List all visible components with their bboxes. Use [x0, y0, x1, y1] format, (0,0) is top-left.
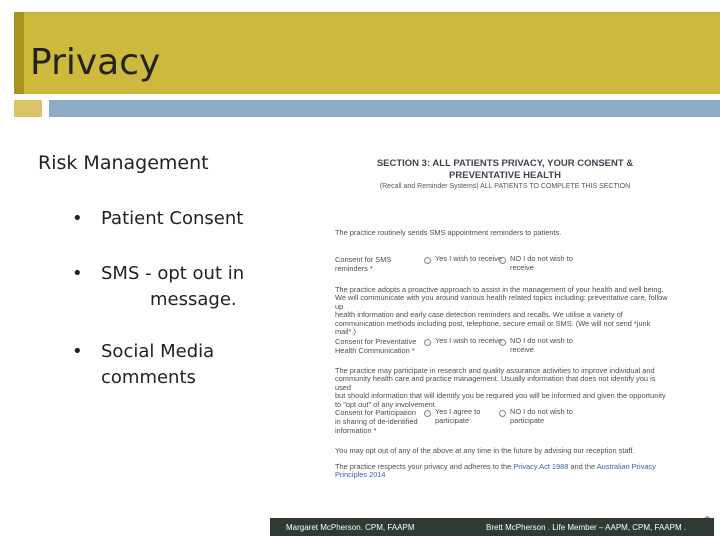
option-line: NO I do not wish to	[510, 336, 573, 345]
label-line: Consent for Preventative	[335, 337, 417, 346]
option-line: participate	[435, 416, 470, 425]
option-line: receive	[510, 345, 534, 354]
privacy-note	[335, 463, 671, 480]
option-line: NO I do not wish to	[510, 407, 573, 416]
title-band-inner	[24, 12, 720, 94]
para-line: mail*.)	[335, 327, 356, 337]
sms-no-label	[510, 254, 573, 272]
preventive-consent-label	[335, 337, 416, 355]
slide-title: Privacy	[30, 42, 161, 83]
research-no-radio[interactable]	[499, 410, 506, 417]
option-line: participate	[510, 416, 545, 425]
label-line: information *	[335, 426, 377, 435]
sms-consent-label	[335, 255, 391, 273]
form-heading-line-1: SECTION 3: ALL PATIENTS PRIVACY, YOUR CONSENT &	[376, 158, 634, 169]
bullet-social-media	[72, 339, 332, 391]
label-line: in sharing of de-identified	[335, 417, 418, 426]
research-paragraph	[335, 367, 671, 409]
research-no-label	[510, 407, 573, 425]
research-yes-label	[435, 407, 480, 425]
option-line: Yes I agree to	[435, 407, 481, 416]
para-line: health information and early case detection reminders and recalls. We utilise a variety of	[335, 310, 623, 320]
preventive-yes-radio[interactable]	[424, 339, 431, 346]
footer-author-left: Margaret McPherson. CPM, FAAPM	[286, 523, 415, 532]
para-line: We will communicate with you around various health related topics including: preventative care, follow up	[335, 293, 668, 311]
preventive-no-radio[interactable]	[499, 339, 506, 346]
privacy-act-link[interactable]: Privacy Act 1988	[513, 462, 569, 471]
research-consent-label	[335, 408, 418, 435]
consent-form-image	[333, 158, 677, 484]
bullet-sms-opt-out	[72, 261, 332, 313]
bullet-text: SMS - opt out in	[101, 263, 245, 284]
slide-subtitle: Risk Management	[38, 152, 209, 174]
para-line: but should information that will identify you be required you will be informed and given the opportunity	[335, 391, 666, 401]
research-yes-radio[interactable]	[424, 410, 431, 417]
australian-privacy-link-continued[interactable]: Principles 2014	[335, 470, 386, 480]
preventive-yes-label: Yes I wish to receive	[435, 336, 503, 345]
bullet-patient-consent	[72, 206, 332, 232]
form-heading-line-2: PREVENTATIVE HEALTH	[449, 170, 561, 181]
sms-intro: The practice routinely sends SMS appointment reminders to patients.	[335, 228, 562, 237]
preventive-paragraph	[335, 286, 671, 336]
sms-no-radio[interactable]	[499, 257, 506, 264]
para-line: to "opt out" of any involvement.	[335, 399, 437, 409]
sms-yes-label: Yes I wish to receive	[435, 254, 503, 263]
accent-bar	[49, 100, 720, 117]
para-line: communication methods including post, telephone, secure email or SMS. (We will not send *junk	[335, 318, 651, 328]
para-line: The practice adopts a proactive approach to assist in the management of your health and well being.	[335, 285, 664, 294]
bullet-text-continued: message.	[150, 289, 237, 310]
bullet-text: Patient Consent	[101, 208, 244, 229]
privacy-note-text: The practice respects your privacy and adheres to the	[335, 462, 512, 471]
privacy-note-and: and the	[570, 462, 596, 471]
sms-yes-radio[interactable]	[424, 257, 431, 264]
label-line: Consent for SMS	[335, 255, 392, 264]
australian-privacy-link[interactable]: Australian Privacy	[596, 462, 656, 471]
label-line: reminders *	[335, 264, 373, 273]
form-heading-sub: (Recall and Reminder Systems) ALL PATIENTS TO COMPLETE THIS SECTION	[379, 183, 631, 190]
label-line: Health Communication *	[335, 346, 415, 355]
option-line: NO I do not wish to	[510, 254, 573, 263]
preventive-no-label	[510, 336, 573, 354]
opt-out-note: You may opt out of any of the above at any time in the future by advising our reception staff.	[335, 446, 635, 455]
para-line: community health care and practice management. Usually information that does not identify you is used	[335, 374, 656, 392]
form-heading	[333, 158, 677, 208]
option-line: receive	[510, 263, 534, 272]
title-band	[14, 12, 720, 94]
bullet-text-continued: comments	[101, 367, 196, 388]
para-line: The practice may participate in research and quality assurance activities to improve individual and	[335, 366, 655, 375]
footer-author-right: Brett McPherson . Life Member – AAPM, CPM, FAAPM .	[486, 523, 687, 532]
bullet-text: Social Media	[101, 341, 215, 362]
label-line: Consent for Participation	[335, 408, 416, 417]
accent-square	[14, 100, 42, 117]
copyright-symbol: ©	[704, 515, 711, 525]
